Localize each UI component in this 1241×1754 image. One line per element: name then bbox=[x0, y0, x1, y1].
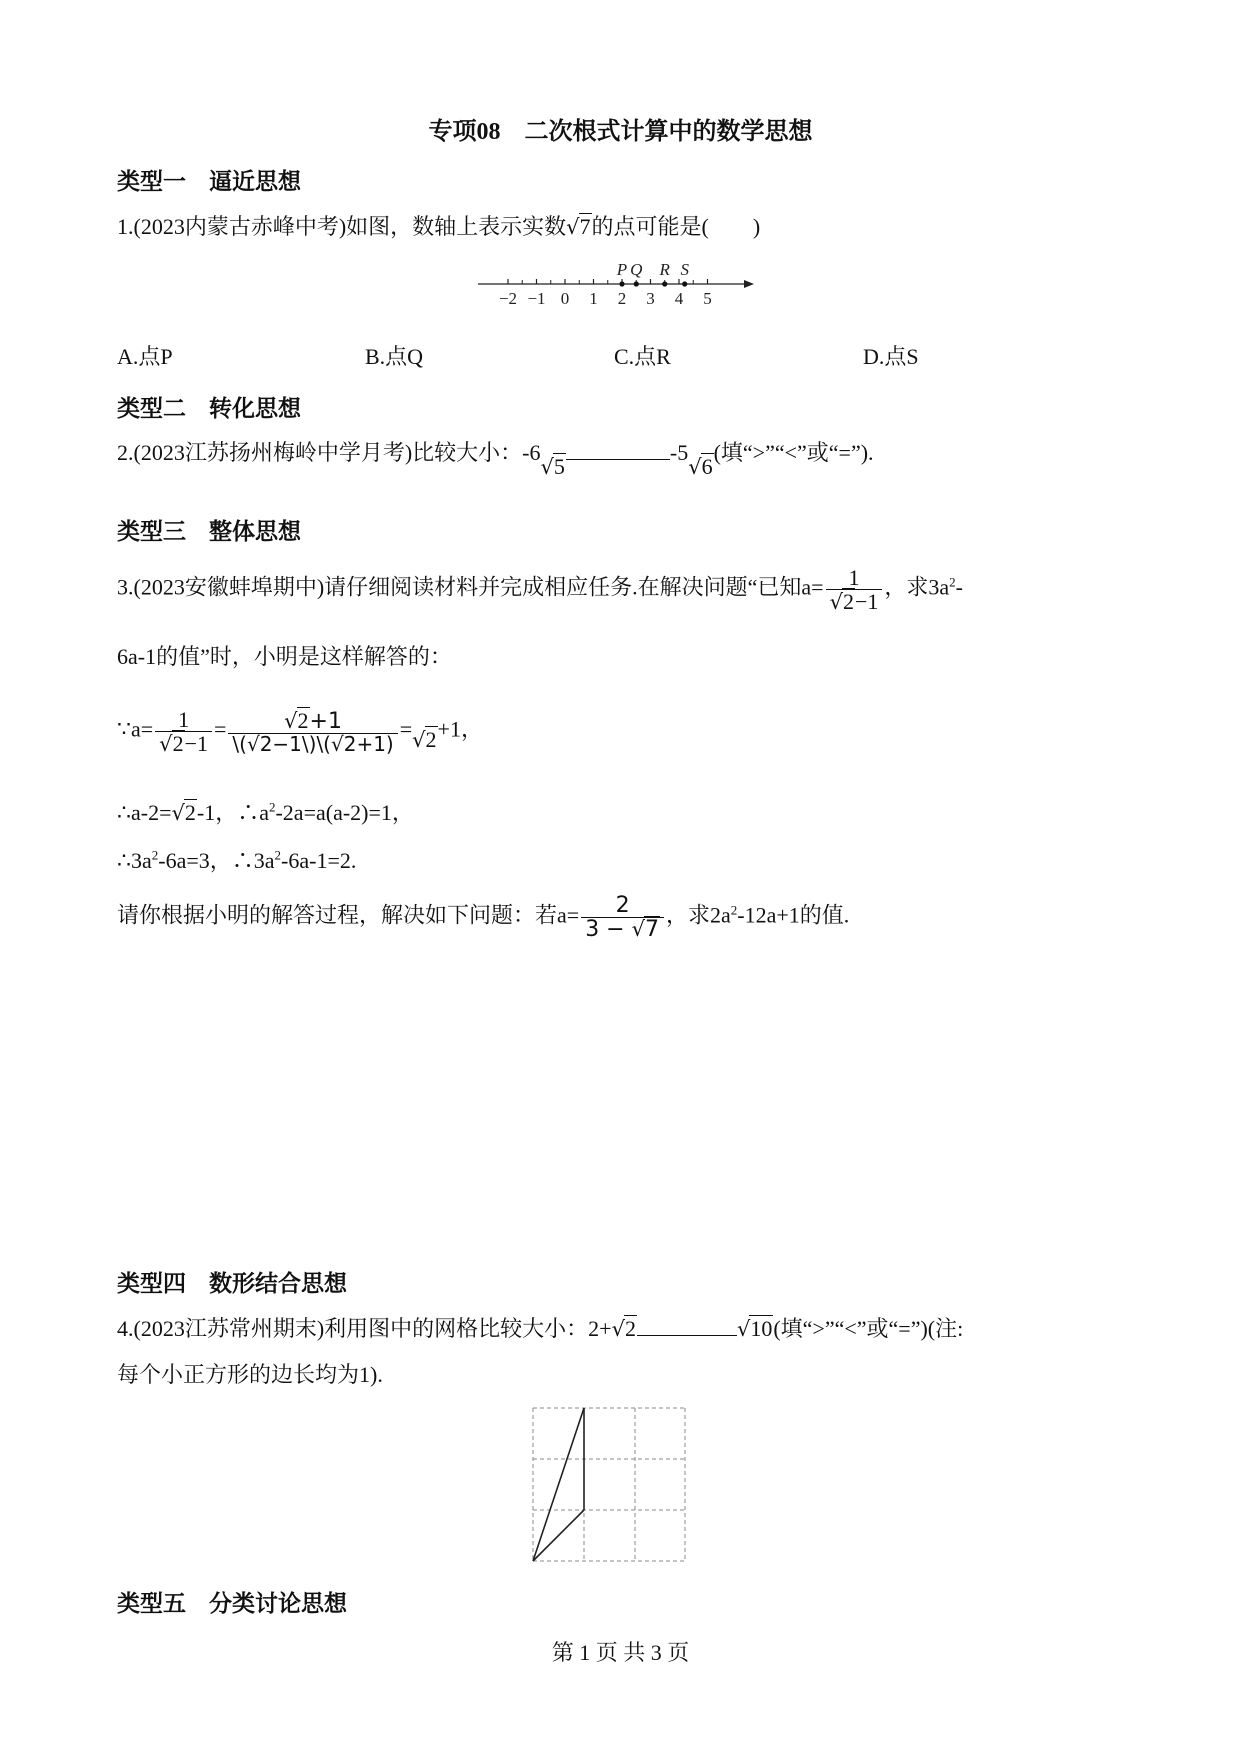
sqrt-10: √10 bbox=[736, 1316, 773, 1341]
tick-label: 3 bbox=[646, 289, 655, 308]
sqrt-7: √7 bbox=[566, 214, 591, 239]
sqrt-2: √2 bbox=[611, 1316, 636, 1341]
q2-suffix: (填“>”“<”或“=”). bbox=[713, 440, 874, 465]
q1-suffix: 的点可能是( ) bbox=[591, 214, 761, 239]
step1-frac1: $\frac{1}{√2-1}$ bbox=[155, 708, 212, 755]
q3-line2: 6a-1的值”时，小明是这样解答的： bbox=[117, 644, 452, 669]
point-p bbox=[619, 281, 624, 286]
q3-line1-suffix: ，求3a bbox=[884, 574, 950, 600]
q3-frac-given: $\frac{1}{√2-1}$ bbox=[826, 566, 883, 613]
q3-step3: $\therefore 3a^2-6a=3$，$\therefore 3a^2-6a-1=2$. bbox=[117, 847, 357, 873]
q1-option-c: C.点R bbox=[614, 344, 671, 369]
point-r bbox=[662, 281, 667, 286]
step1-frac2: $\frac{√2+1}{\backslash(√2-1\backslash)\backslash(√2+1)}$ bbox=[228, 709, 397, 755]
section5-heading: 类型五 分类讨论思想 bbox=[117, 1591, 347, 1616]
section1-heading: 类型一 逼近思想 bbox=[117, 169, 301, 194]
step1-sqrt: √2 bbox=[412, 726, 437, 752]
tick-label: 2 bbox=[617, 289, 627, 308]
q2-prefix: 2.(2023江苏扬州梅岭中学月考)比较大小：-6 bbox=[117, 440, 541, 465]
task-frac: $\frac{2}{3 - √7}$ bbox=[581, 894, 664, 941]
q1-option-a: A.点P bbox=[117, 344, 173, 369]
grid-figure bbox=[530, 1405, 696, 1565]
step1-lead: ∵a= bbox=[117, 716, 154, 742]
number-line bbox=[478, 250, 758, 312]
tick-label: 4 bbox=[674, 289, 684, 308]
q4-suffix: (填“>”“<”或“=”)(注: bbox=[773, 1316, 964, 1341]
point-label-r: R bbox=[659, 260, 670, 279]
q3-task: 请你根据小明的解答过程，解决如下问题：若a= $\frac{2}{3 - √7}$ ，求$2a^2-12a+1$的值. bbox=[117, 893, 850, 943]
point-q bbox=[634, 281, 639, 286]
q4-prefix: 4.(2023江苏常州期末)利用图中的网格比较大小：2+ bbox=[117, 1316, 612, 1341]
q1-stem bbox=[117, 214, 760, 240]
q3-line1: 3.(2023安徽蚌埠期中)请仔细阅读材料并完成相应任务.在解决问题“已知a= $\frac{1}{√2-1}$ ，求$3a^2-$ bbox=[117, 565, 963, 615]
q3-answer-area[interactable] bbox=[117, 980, 1117, 1240]
q2-answer-blank[interactable] bbox=[566, 457, 670, 460]
q3-line1-prefix: 3.(2023安徽蚌埠期中)请仔细阅读材料并完成相应任务.在解决问题“已知a= bbox=[117, 574, 824, 600]
q1-option-d: D.点S bbox=[863, 344, 919, 369]
q2-stem bbox=[117, 440, 874, 479]
point-s bbox=[682, 281, 687, 286]
q2-mid: -5 bbox=[669, 440, 689, 465]
q3-step2: ∴a-2=√2-1，$\therefore a^2-2a=a(a-2)=1$， bbox=[117, 799, 414, 825]
sqrt-5: √5 bbox=[540, 454, 565, 479]
task-suffix: ，求2a bbox=[666, 902, 731, 928]
tick-label: −2 bbox=[498, 289, 518, 308]
q1-option-b: B.点Q bbox=[365, 344, 424, 369]
section2-heading: 类型二 转化思想 bbox=[117, 396, 301, 421]
q1-prefix: 1.(2023内蒙古赤峰中考)如图，数轴上表示实数 bbox=[117, 214, 567, 239]
tick-label: 1 bbox=[589, 289, 598, 308]
point-label-s: S bbox=[680, 260, 689, 279]
tick-label: −1 bbox=[527, 289, 546, 308]
page-title: 专项08 二次根式计算中的数学思想 bbox=[428, 119, 813, 145]
q4-stem bbox=[117, 1316, 963, 1342]
section3-heading: 类型三 整体思想 bbox=[117, 519, 301, 544]
q4-line2: 每个小正方形的边长均为1). bbox=[117, 1362, 383, 1387]
tick-label: 5 bbox=[703, 289, 712, 308]
page-footer: 第 1 页 共 3 页 bbox=[551, 1640, 690, 1665]
q3-step1: ∵a= $\frac{1}{√2-1}$ = $\frac{√2+1}{\backslash(√2-1\backslash)\backslash(√2+1)}$ =√2+1， bbox=[117, 707, 483, 757]
task-prefix: 请你根据小明的解答过程，解决如下问题：若a= bbox=[117, 902, 580, 928]
section4-heading: 类型四 数形结合思想 bbox=[117, 1271, 347, 1296]
q4-answer-blank[interactable] bbox=[637, 1333, 737, 1336]
axis-arrow bbox=[744, 280, 754, 288]
point-label-q: Q bbox=[630, 260, 643, 279]
triangle-figure bbox=[533, 1408, 584, 1561]
sqrt-6: √6 bbox=[688, 454, 713, 479]
point-label-p: P bbox=[616, 260, 628, 279]
tick-label: 0 bbox=[560, 289, 570, 308]
